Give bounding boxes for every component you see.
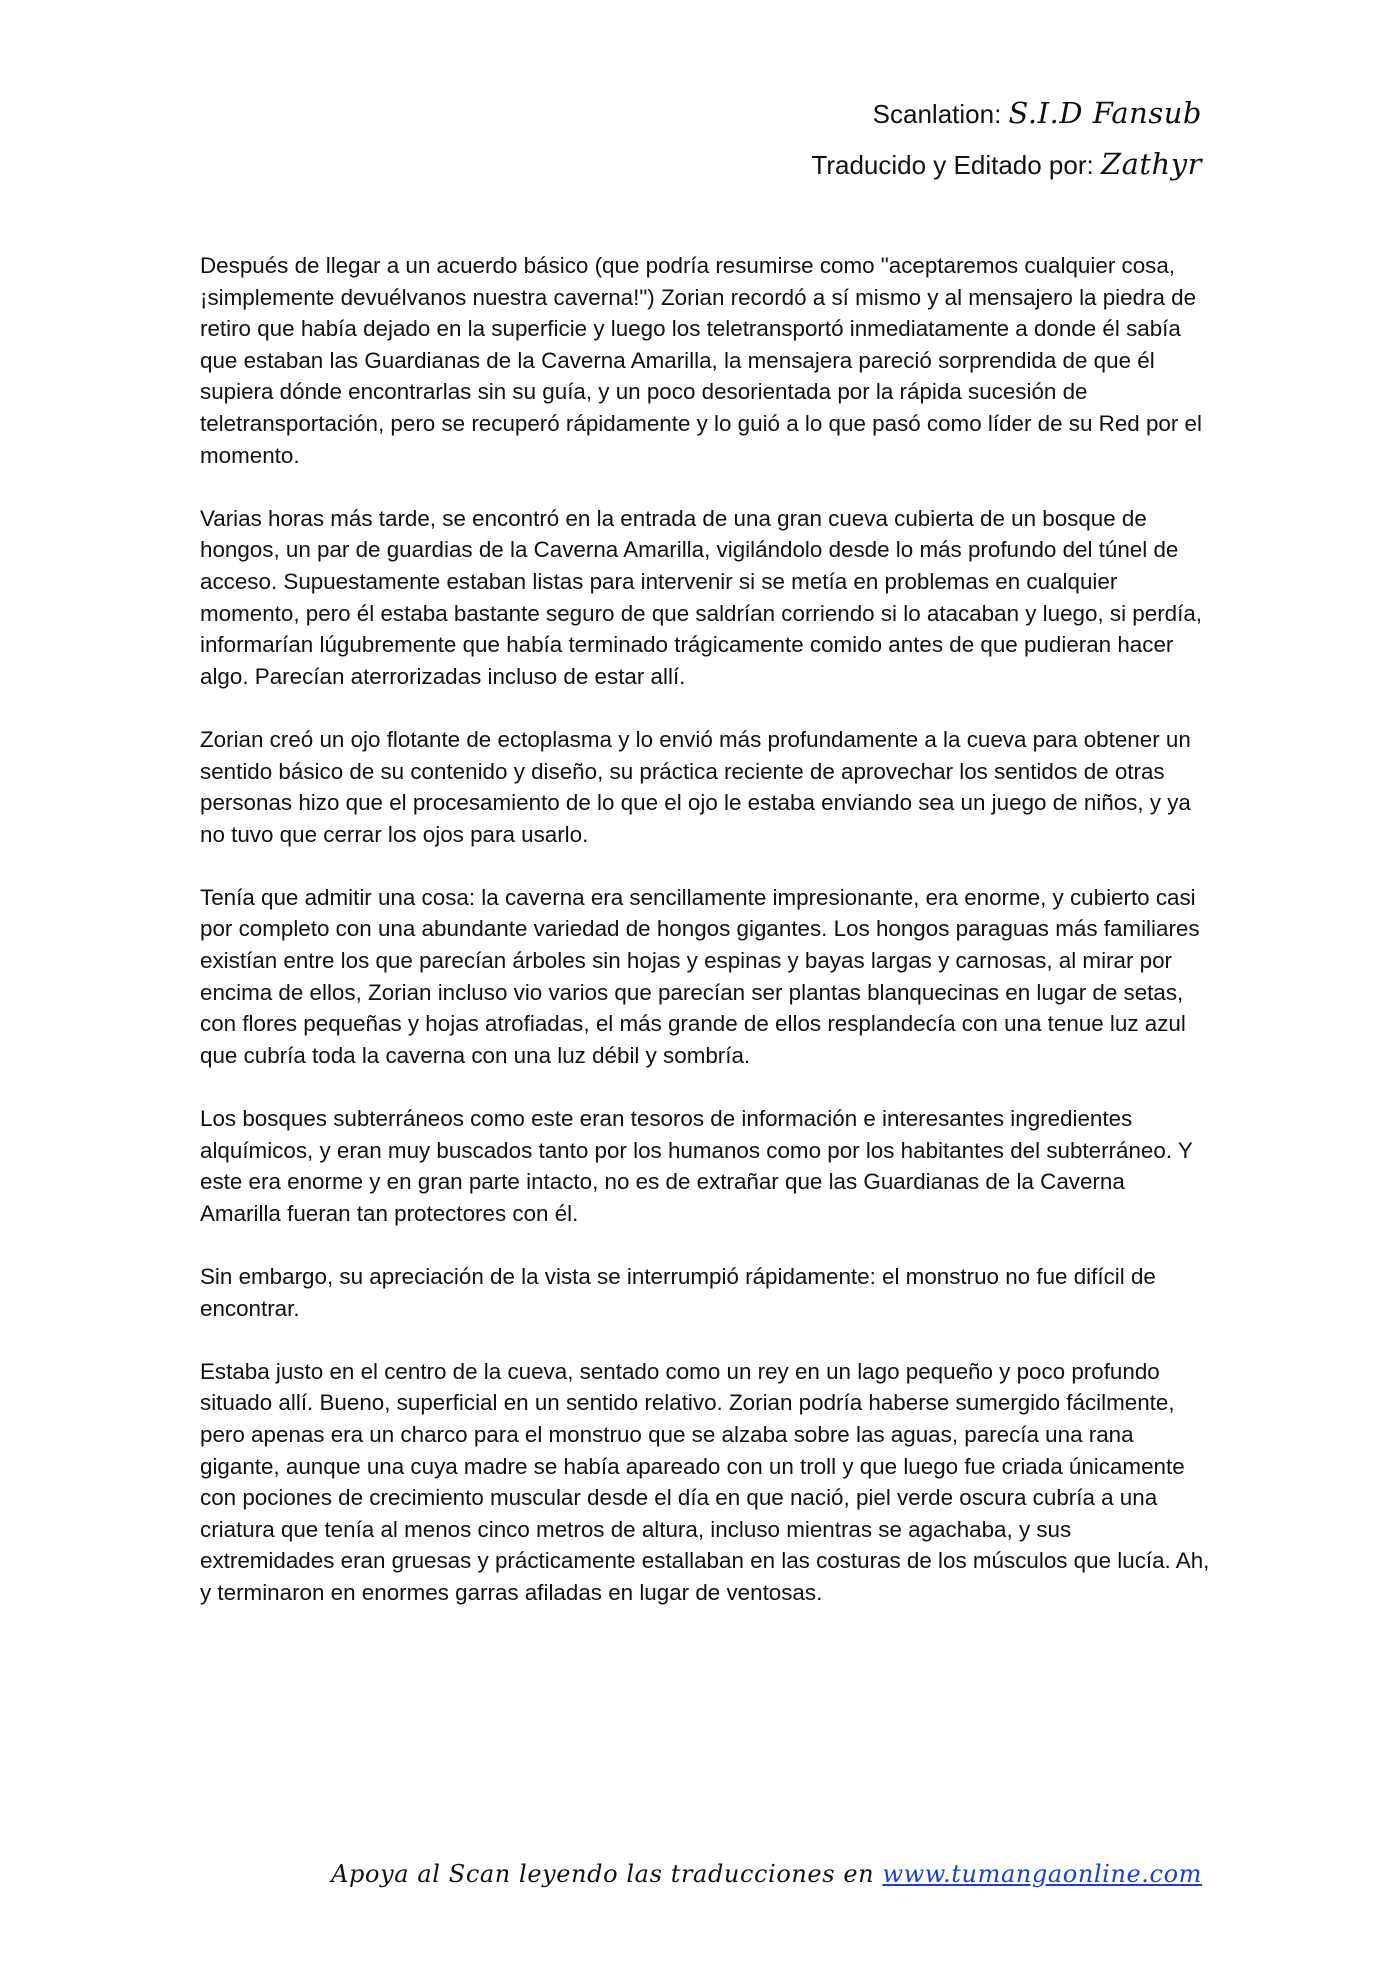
paragraph: Después de llegar a un acuerdo básico (que podría resumirse como "aceptaremos cualquier cosa, ¡simplemente devuélvanos nuestra caverna!") Zorian recordó a sí mismo y al mensajero la piedra de retiro que había dejado en la superficie y luego los teletransportó inmediatamente a donde él sabía que estaban las Guardianas de la Caverna Amarilla, la mensajera pareció sorprendida de que él supiera dónde encontrarlas sin su guía, y un poco desorientada por la rápida sucesión de teletransportación, pero se recuperó rápidamente y lo guió a lo que pasó como líder de su Red por el momento.: [200, 253, 1202, 468]
chapter-text: [200, 250, 1210, 1640]
footer-text: Apoya al Scan leyendo las traducciones en: [331, 1860, 883, 1888]
translator-name: Zathyr: [1100, 147, 1202, 181]
paragraph: Sin embargo, su apreciación de la vista se interrumpió rápidamente: el monstruo no fue difícil de encontrar.: [200, 1264, 1156, 1321]
translator-credit: [811, 139, 1202, 190]
paragraph: Los bosques subterráneos como este eran tesoros de información e interesantes ingredientes alquímicos, y eran muy buscados tanto por los humanos como por los habitantes del subterráneo. Y este era enorme y en gran parte intacto, no es de extrañar que las Guardianas de la Caverna Amarilla fueran tan protectores con él.: [200, 1106, 1193, 1226]
paragraph: Zorian creó un ojo flotante de ectoplasma y lo envió más profundamente a la cueva para obtener un sentido básico de su contenido y diseño, su práctica reciente de aprovechar los sentidos de otras personas hizo que el procesamiento de lo que el ojo le estaba enviando sea un juego de niños, y ya no tuvo que cerrar los ojos para usarlo.: [200, 726, 1191, 847]
footer-link[interactable]: www.tumangaonline.com: [882, 1860, 1202, 1888]
paragraph: Tenía que admitir una cosa: la caverna era sencillamente impresionante, era enorme, y cubierto casi por completo con una abundante variedad de hongos gigantes. Los hongos paraguas más familiares existían entre los que parecían árboles sin hojas y espinas y bayas largas y carnosas, al mirar por encima de ellos, Zorian incluso vio varios que parecían ser plantas blanquecinas en lugar de setas, con flores pequeñas y hojas atrofiadas, el más grande de ellos resplandecía con una tenue luz azul que cubría toda la caverna con una luz débil y sombría.: [200, 884, 1200, 1068]
credits-block: [811, 88, 1202, 190]
paragraph: Varias horas más tarde, se encontró en la entrada de una gran cueva cubierta de un bosque de hongos, un par de guardias de la Caverna Amarilla, vigilándolo desde lo más profundo del túnel de acceso. Supuestamente estaban listas para intervenir si se metía en problemas en cualquier momento, pero él estaba bastante seguro de que saldrían corriendo si lo atacaban y luego, si perdía, informarían lúgubremente que había terminado trágicamente comido antes de que pudieran hacer algo. Parecían aterrorizadas incluso de estar allí.: [200, 505, 1202, 689]
footer-note: [331, 1860, 1202, 1888]
translator-label: Traducido y Editado por:: [811, 150, 1094, 180]
paragraph: Estaba justo en el centro de la cueva, sentado como un rey en un lago pequeño y poco profundo situado allí. Bueno, superficial en un sentido relativo. Zorian podría haberse sumergido fácilmente, pero apenas era un charco para el monstruo que se alzaba sobre las aguas, parecía una rana gigante, aunque una cuya madre se había apareado con un troll y que luego fue criada únicamente con pociones de crecimiento muscular desde el día en que nació, piel verde oscura cubría a una criatura que tenía al menos cinco metros de altura, incluso mientras se agachaba, y sus extremidades eran gruesas y prácticamente estallaban en las costuras de los músculos que lucía. Ah, y terminaron en enormes garras afiladas en lugar de ventosas.: [200, 1358, 1210, 1605]
scanlation-group: S.I.D Fansub: [1008, 96, 1202, 130]
scanlation-credit: [811, 88, 1202, 139]
scanlation-label: Scanlation:: [872, 99, 1002, 129]
